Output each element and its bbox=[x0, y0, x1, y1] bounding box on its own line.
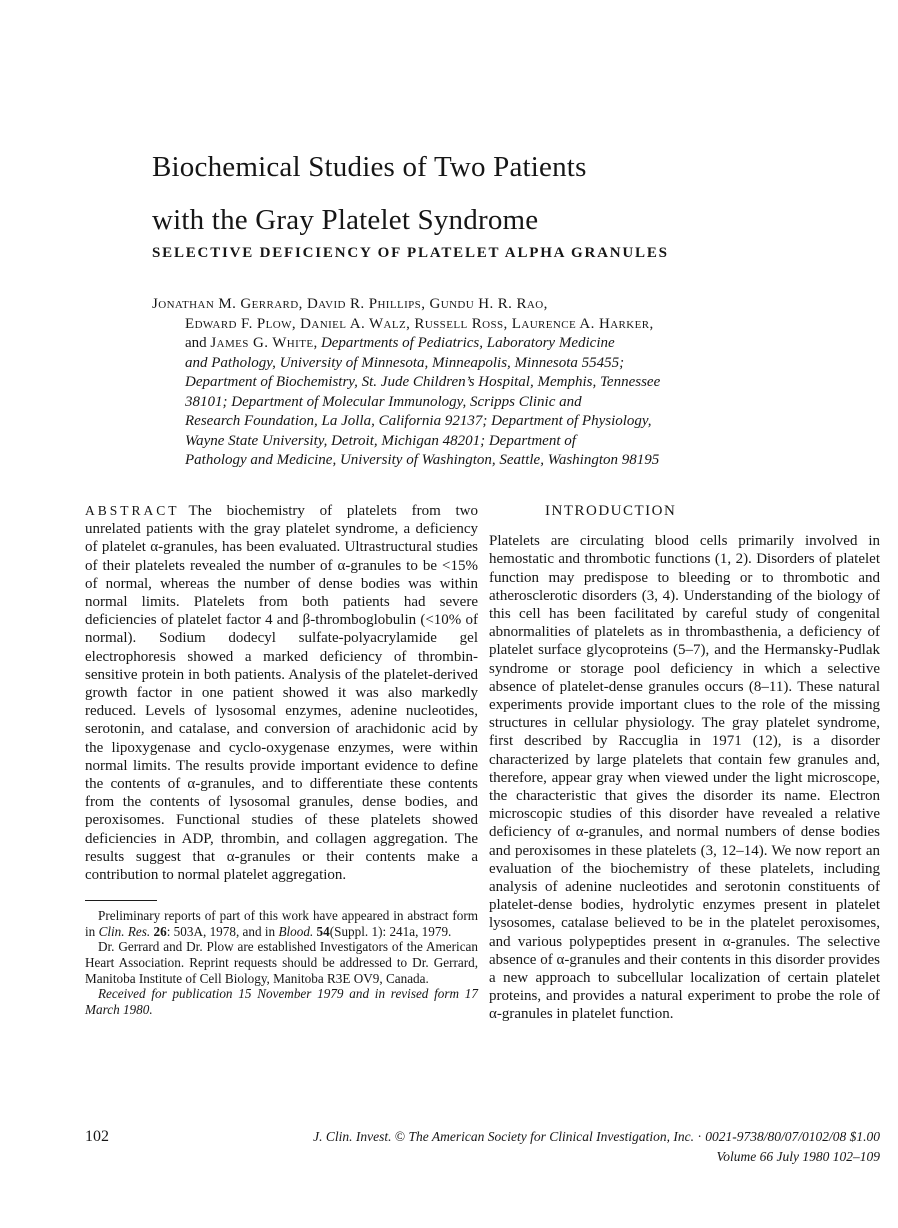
footnote-block bbox=[85, 908, 478, 1017]
text-run: © bbox=[391, 1129, 409, 1144]
journal-footer-volume: Volume 66 July 1980 102–109 bbox=[716, 1149, 880, 1164]
author-line bbox=[152, 295, 660, 315]
footnote-paragraph bbox=[85, 939, 478, 986]
author-line bbox=[152, 393, 660, 413]
text-run: Department of Biochemistry, St. Jude Children’s Hospital, Memphis, Tennessee bbox=[185, 374, 661, 390]
article-title-line2: with the Gray Platelet Syndrome bbox=[152, 204, 539, 236]
article-subtitle: SELECTIVE DEFICIENCY OF PLATELET ALPHA GRANULES bbox=[152, 245, 669, 261]
introduction-heading: INTRODUCTION bbox=[545, 503, 677, 519]
author-line bbox=[152, 432, 660, 452]
page-number: 102 bbox=[85, 1128, 109, 1145]
text-run: 0021-9738/80/07/0102/08 $1.00 bbox=[705, 1129, 880, 1144]
author-affiliation-block bbox=[152, 295, 660, 471]
text-run: James G. White bbox=[210, 335, 314, 351]
author-line bbox=[152, 451, 660, 471]
text-run: Blood. bbox=[278, 923, 314, 939]
text-run: · bbox=[694, 1129, 706, 1144]
text-run: Preliminary reports of part of this work have appeared in abstract form in bbox=[85, 908, 478, 939]
text-run: 38101; Department of Molecular Immunology, Scripps Clinic and bbox=[185, 393, 582, 410]
text-run: Received for publication 15 November 1979 and in revised form 17 March 1980. bbox=[85, 986, 478, 1017]
abstract-paragraph bbox=[85, 502, 478, 884]
text-run: and bbox=[185, 335, 211, 351]
text-run: and Pathology, University of Minnesota, Minneapolis, Minnesota 55455; bbox=[185, 354, 625, 371]
text-run: Pathology and Medicine, University of Washington, Seattle, Washington 98195 bbox=[185, 452, 660, 468]
text-run: Departments of Pediatrics, Laboratory Medicine bbox=[320, 335, 615, 351]
author-line bbox=[152, 373, 660, 393]
author-line bbox=[152, 315, 660, 335]
text-run: (Suppl. 1): 241a, 1979. bbox=[329, 923, 452, 939]
introduction-paragraph: Platelets are circulating blood cells primarily involved in hemostatic and thrombotic functions (1, 2). Disorders of platelet function may predispose to bleeding or to thrombotic and atherosclerotic disorders (3, 4). Understanding of the biology of this cell has been facilitated by careful study of congenital abnormalities of platelets as in thrombasthenia, a deficiency of platelet surface glycoproteins (5–7), and the Hermansky-Pudlak syndrome or storage pool deficiency in which a selective absence of platelet-dense granules occurs (8–11). These natural experiments provide important clues to the role of the missing structures in cellular physiology. The gray platelet syndrome, first described by Raccuglia in 1971 (12), is a disorder characterized by large platelets that contain few granules and, therefore, appear gray when viewed under the light microscope, the characteristic that gives the disorder its name. Electron microscopic studies of this disorder have revealed a relative deficiency of α-granules, and normal numbers of dense bodies and peroxisomes in these platelets (3, 12–14). We now report an evaluation of the biochemistry of these platelets, including analysis of adenine nucleotides and serotonin constituents of platelet-dense bodies, hydrolytic enzymes present in platelet lysosomes, catalase believed to be in the platelet peroxisomes, and various polypeptides present in α-granules. The selective absence of α-granules and their contents in this disorder provides a new approach to subcellular localization of certain platelet proteins, and provides a natural experiment to probe the role of α-granules in platelet function. bbox=[489, 533, 880, 1023]
text-run: Edward F. Plow, Daniel A. Walz, Russell Ross, Laurence A. Harker, bbox=[185, 315, 654, 332]
text-run: J. Clin. Invest. bbox=[313, 1129, 392, 1144]
footnote-rule bbox=[85, 900, 157, 901]
text-run: The biochemistry of platelets from two unrelated patients with the gray platelet syndrome, a deficiency of platelet α-granules, has been evaluated. Ultrastructural studies of their platelets revealed the number of α-granules to be <15% of normal, whereas the number of dense bodies was within normal limits. Platelets from both patients had severe deficiencies of platelet factor 4 and β-thromboglobulin (<10% of normal). Sodium dodecyl sulfate-polyacrylamide gel electrophoresis showed a marked deficiency of thrombin-sensitive protein in both patients. Analysis of the platelet-derived growth factor in one patient showed it was also markedly reduced. Levels of lysosomal enzymes, adenine nucleotides, serotonin, and catalase, and conversion of arachidonic acid by the lipoxygenase and cyclo-oxygenase enzymes, were within normal limits. The results provide important evidence to define the contents of α-granules, and to differentiate these contents from the contents of lysosomal granules, dense bodies, and peroxisomes. Functional studies of these platelets showed deficiencies in ADP, thrombin, and collagen aggregation. The results suggest that α-granules or their contents make a contribution to normal platelet aggregation. bbox=[85, 503, 478, 884]
article-title bbox=[152, 141, 587, 247]
left-column bbox=[85, 502, 478, 1017]
journal-footer-copyright bbox=[200, 1127, 880, 1147]
text-run: Jonathan M. Gerrard, David R. Phillips, Gundu H. R. Rao, bbox=[152, 296, 548, 312]
text-run: 54 bbox=[316, 923, 330, 939]
text-run: ABSTRACT bbox=[85, 503, 180, 518]
text-run: , bbox=[313, 335, 321, 351]
text-run: Clin. Res. bbox=[98, 923, 154, 939]
text-run: Research Foundation, La Jolla, California 92137; Department of Physiology, bbox=[185, 413, 652, 429]
footnote-paragraph bbox=[85, 986, 478, 1017]
article-title-line1: Biochemical Studies of Two Patients bbox=[152, 151, 587, 183]
author-line bbox=[152, 334, 660, 354]
right-column bbox=[489, 502, 880, 1024]
text-run: Wayne State University, Detroit, Michigan 48201; Department of bbox=[185, 432, 576, 449]
journal-footer bbox=[200, 1127, 880, 1167]
footnote-paragraph bbox=[85, 908, 478, 939]
text-run: Dr. Gerrard and Dr. Plow are established Investigators of the American Heart Association. Reprint requests should be addressed to Dr. Gerrard, Manitoba Institute of Cell Biology, Manitoba R3E OV9, Canada. bbox=[85, 939, 478, 986]
text-run: 26 bbox=[153, 923, 167, 939]
author-line bbox=[152, 354, 660, 374]
text-run: The American Society for Clinical Investigation, Inc. bbox=[408, 1129, 694, 1144]
author-line bbox=[152, 412, 660, 432]
text-run: : 503A, 1978, and in bbox=[166, 923, 279, 939]
